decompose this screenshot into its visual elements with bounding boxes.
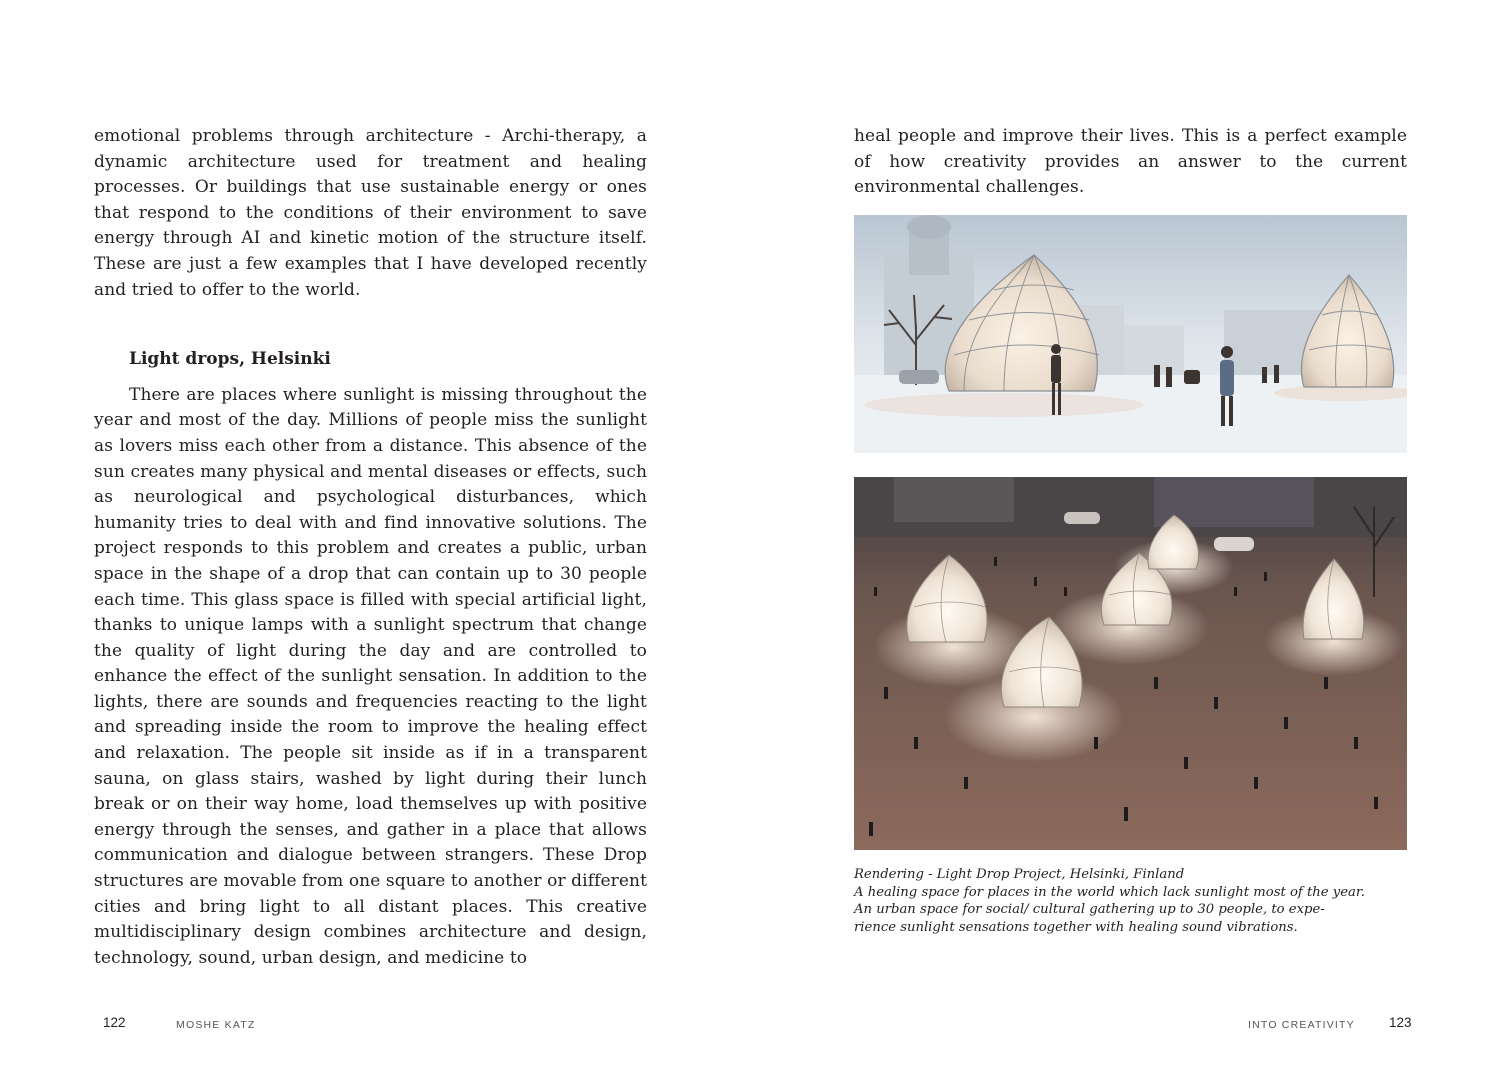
left-text-column: [94, 124, 647, 971]
page-number-right: 123: [1389, 1015, 1412, 1030]
body-paragraph: There are places where sunlight is missing throughout the year and most of the day. Millions of people miss the sunlight as lovers miss each other from a distance. This absence of the sun creates many physical and mental diseases or effects, such as neurological and psychological disturbances, which humanity tries to deal with and find innovative solutions. The project responds to this problem and creates a public, urban space in the shape of a drop that can contain up to 30 people each time. This glass space is filled with special artificial light, thanks to unique lamps with a sunlight spectrum that change the quality of light during the day and are controlled to enhance the effect of the sunlight sensation. In addition to the lights, there are sounds and frequencies reacting to the light and spreading inside the room to improve the healing effect and relaxation. The people sit inside as if in a transparent sauna, on glass stairs, washed by light during their lunch break or on their way home, load themselves up with positive energy through the senses, and gather in a place that allows communication and dialogue between strangers. These Drop structures are movable from one square to another or different cities and bring light to all distant places. This creative multidisciplinary design combines architecture and design, technology, sound, urban design, and medicine to: [94, 384, 648, 968]
running-head-left: MOSHE KATZ: [176, 1019, 256, 1031]
section-heading: Light drops, Helsinki: [129, 349, 331, 370]
caption-line: Rendering - Light Drop Project, Helsinki, Finland: [854, 867, 1185, 882]
night-rendering-illustration: [854, 477, 1407, 850]
winter-rendering-image: [854, 215, 1407, 453]
running-head-right: INTO CREATIVITY: [1248, 1019, 1355, 1031]
page-number-left: 122: [103, 1015, 126, 1030]
caption-line: A healing space for places in the world which lack sunlight most of the year.: [854, 884, 1365, 900]
caption-line: rience sunlight sensations together with healing sound vibrations.: [854, 919, 1298, 935]
right-text-column: [854, 124, 1407, 201]
image-caption: [854, 866, 1374, 936]
continued-paragraph: heal people and improve their lives. This is a perfect example of how creativity provides an answer to the current environmental challenges.: [854, 126, 1407, 198]
night-rendering-image: [854, 477, 1407, 850]
intro-paragraph: emotional problems through architecture - Archi-therapy, a dynamic architecture used for treatment and healing processes. Or buildings that use sustainable energy or ones that respond to the conditions of their environment to save energy through AI and kinetic motion of the structure itself. These are just a few examples that I have developed recently and tried to offer to the world.: [94, 126, 647, 300]
caption-line: An urban space for social/ cultural gathering up to 30 people, to expe-: [854, 902, 1325, 917]
winter-rendering-illustration: [854, 215, 1407, 453]
right-page: [750, 0, 1500, 1086]
